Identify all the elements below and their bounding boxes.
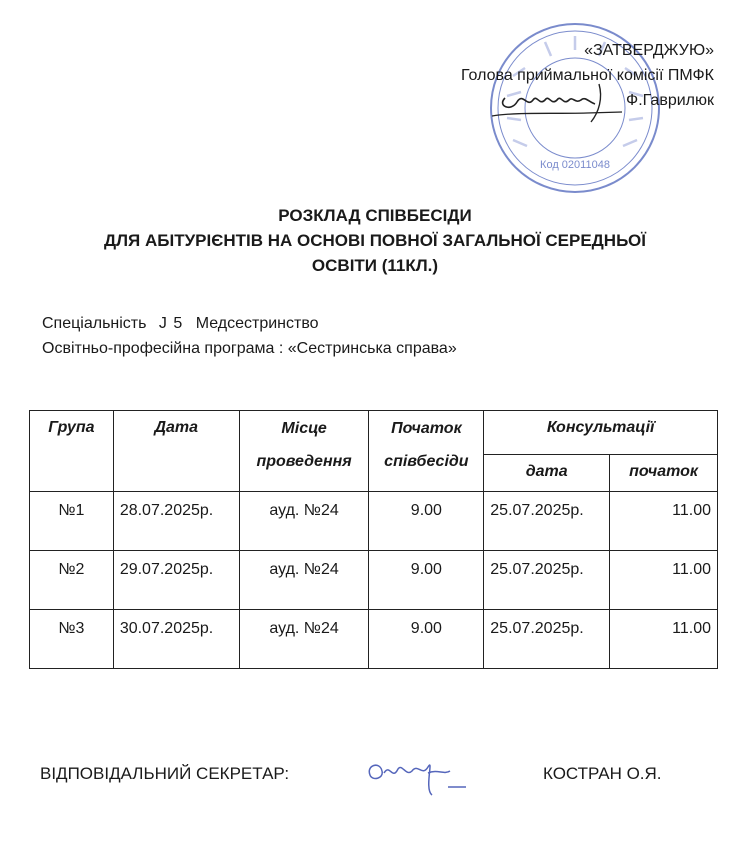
program-label: Освітньо-професійна програма :	[42, 340, 284, 357]
specialty-info	[42, 311, 457, 361]
approve-label: «ЗАТВЕРДЖУЮ»	[584, 42, 714, 59]
cell-group: №2	[30, 551, 114, 610]
cell-date: 28.07.2025р.	[113, 492, 239, 551]
program-name: «Сестринська справа»	[287, 340, 457, 357]
cell-date: 29.07.2025р.	[113, 551, 239, 610]
cell-consult-date: 25.07.2025р.	[484, 551, 610, 610]
cell-place: ауд. №24	[239, 551, 369, 610]
cell-consult-start: 11.00	[610, 610, 718, 669]
cell-date: 30.07.2025р.	[113, 610, 239, 669]
header-start	[369, 411, 484, 492]
document-title	[0, 203, 750, 278]
approver-position: Голова приймальної комісії ПМФК	[460, 67, 714, 84]
header-place-line-1: Місце	[281, 420, 327, 437]
cell-group: №3	[30, 610, 114, 669]
header-place	[239, 411, 369, 492]
header-consult-date: дата	[484, 455, 610, 492]
secretary-role: ВІДПОВІДАЛЬНИЙ СЕКРЕТАР:	[40, 764, 290, 783]
title-line-1: РОЗКЛАД СПІВБЕСІДИ	[278, 206, 472, 225]
cell-group: №1	[30, 492, 114, 551]
cell-consult-date: 25.07.2025р.	[484, 610, 610, 669]
table-row	[30, 551, 718, 610]
table-row	[30, 610, 718, 669]
header-date: Дата	[113, 411, 239, 492]
cell-consult-date: 25.07.2025р.	[484, 492, 610, 551]
secretary-name: КОСТРАН О.Я.	[543, 764, 662, 783]
cell-place: ауд. №24	[239, 610, 369, 669]
cell-start: 9.00	[369, 551, 484, 610]
title-line-2: ДЛЯ АБІТУРІЄНТІВ НА ОСНОВІ ПОВНОЇ ЗАГАЛЬНОЇ СЕРЕДНЬОЇ	[104, 231, 646, 250]
table-row	[30, 492, 718, 551]
specialty-label: Спеціальність	[42, 315, 147, 332]
specialty-code: J 5	[158, 315, 184, 332]
header-consultations: Консультації	[484, 411, 718, 455]
approver-signature	[487, 78, 627, 128]
stamp-code-text: Код 02011048	[540, 159, 610, 171]
program-line	[42, 336, 457, 361]
header-consult-start: початок	[610, 455, 718, 492]
cell-start: 9.00	[369, 492, 484, 551]
specialty-name: Медсестринство	[195, 315, 319, 332]
specialty-line	[42, 311, 457, 336]
cell-consult-start: 11.00	[610, 492, 718, 551]
header-start-line-2: співбесіди	[384, 453, 469, 470]
header-place-line-2: проведення	[256, 453, 352, 470]
secretary-signature	[362, 745, 472, 800]
header-group: Група	[30, 411, 114, 492]
header-start-line-1: Початок	[391, 420, 462, 437]
schedule-table	[29, 410, 718, 669]
approver-name: Ф.Гаврилюк	[626, 92, 714, 109]
cell-start: 9.00	[369, 610, 484, 669]
cell-consult-start: 11.00	[610, 551, 718, 610]
title-line-3: ОСВІТИ (11КЛ.)	[311, 256, 439, 275]
cell-place: ауд. №24	[239, 492, 369, 551]
